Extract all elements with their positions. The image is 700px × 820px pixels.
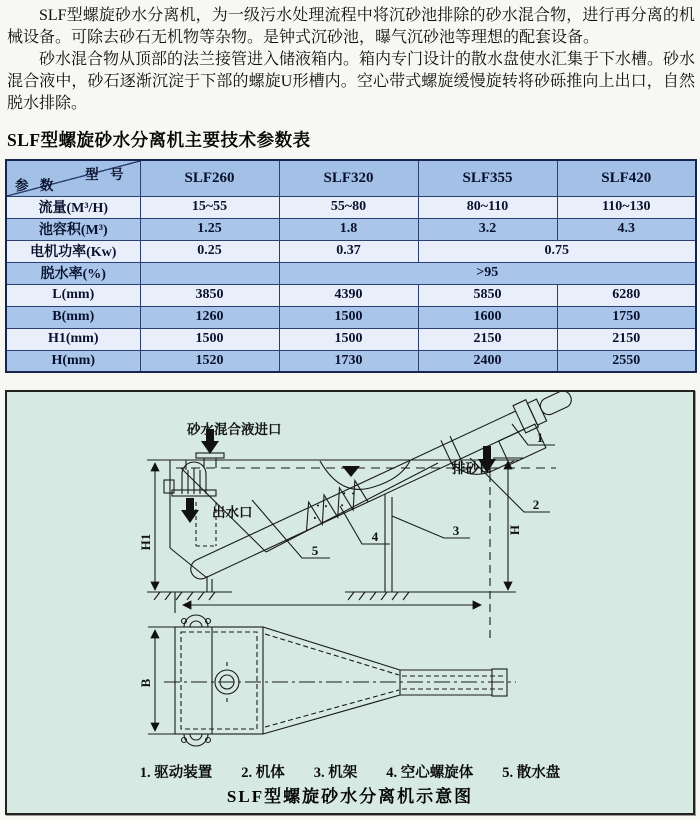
spec-value: 2150 <box>557 328 696 350</box>
dim-h1-label: H1 <box>138 533 153 551</box>
spec-value: 1260 <box>140 306 279 328</box>
part-number-2: 2 <box>532 497 540 512</box>
spec-value: 1.25 <box>140 218 279 240</box>
row-label: 流量(M³/H) <box>6 196 140 218</box>
spec-value: 1.8 <box>279 218 418 240</box>
spec-row <box>6 350 696 372</box>
dim-h-label: H <box>507 524 522 536</box>
spec-value: 1600 <box>418 306 557 328</box>
spec-value: 4.3 <box>557 218 696 240</box>
spec-value: 110~130 <box>557 196 696 218</box>
spec-value: 2550 <box>557 350 696 372</box>
water-level-icon <box>342 466 360 477</box>
spec-value: 3850 <box>140 284 279 306</box>
row-label: L(mm) <box>6 284 140 306</box>
row-label: H(mm) <box>6 350 140 372</box>
corner-cell <box>6 160 140 196</box>
spec-value: >95 <box>279 262 696 284</box>
ground-hatch-left <box>154 592 215 600</box>
screw-flights <box>296 479 369 531</box>
spec-value: 6280 <box>557 284 696 306</box>
col-header-slf355: SLF355 <box>418 160 557 196</box>
row-label: H1(mm) <box>6 328 140 350</box>
table-title: SLF型螺旋砂水分离机主要技术参数表 <box>7 130 311 150</box>
col-header-slf420: SLF420 <box>557 160 696 196</box>
spec-value: 1500 <box>279 328 418 350</box>
figure-caption: SLF型螺旋砂水分离机示意图 <box>226 787 474 806</box>
spec-row <box>6 306 696 328</box>
spec-row <box>6 240 696 262</box>
spec-row <box>6 196 696 218</box>
spec-value: 3.2 <box>418 218 557 240</box>
spec-value: 80~110 <box>418 196 557 218</box>
dim-b-label: B <box>138 678 153 688</box>
row-label: 脱水率(%) <box>6 262 140 284</box>
corner-param-label: 参 数 <box>15 177 58 193</box>
spec-table <box>5 159 697 373</box>
spec-value: 1500 <box>140 328 279 350</box>
spec-value: 4390 <box>279 284 418 306</box>
corner-model-label: 型 号 <box>85 167 128 182</box>
row-label: B(mm) <box>6 306 140 328</box>
spec-table-header-row <box>6 160 696 196</box>
spec-value: 0.25 <box>140 240 279 262</box>
spec-value: 1520 <box>140 350 279 372</box>
spec-value: 0.75 <box>418 240 696 262</box>
sand-outlet-label: 排砂口 <box>452 461 493 476</box>
ground-hatch-right <box>348 592 409 600</box>
part-number-1: 1 <box>536 430 544 445</box>
water-outlet-label: 出水口 <box>212 505 253 520</box>
intro-paragraph-1: SLF型螺旋砂水分离机，为一级污水处理流程中将沉砂池排除的砂水混合物，进行再分离的机械设备。可除去砂石无机物等杂物。是钟式沉砂池，曝气沉砂池等理想的配套设备。 <box>7 7 695 46</box>
spec-value: 0.37 <box>279 240 418 262</box>
spec-row <box>6 328 696 350</box>
part-number-4: 4 <box>371 529 379 544</box>
intro-text <box>7 5 695 115</box>
spec-row <box>6 218 696 240</box>
schematic-drawing <box>7 392 693 772</box>
col-header-slf320: SLF320 <box>279 160 418 196</box>
spec-value: 2400 <box>418 350 557 372</box>
spec-value: 1500 <box>279 306 418 328</box>
spec-value: 55~80 <box>279 196 418 218</box>
spec-value: 2150 <box>418 328 557 350</box>
spec-value: 5850 <box>418 284 557 306</box>
intro-paragraph-2: 砂水混合物从顶部的法兰接管进入储液箱内。箱内专门设计的散水盘使水汇集于下水槽。砂水混合液中，砂石逐渐沉淀于下部的螺旋U形槽内。空心带式螺旋缓慢旋转将砂砾推向上出口，自然脱水排除。 <box>7 51 696 112</box>
spec-row <box>6 284 696 306</box>
col-header-slf260: SLF260 <box>140 160 279 196</box>
row-label: 电机功率(Kw) <box>6 240 140 262</box>
spec-row <box>6 262 696 284</box>
spec-value <box>140 262 279 284</box>
spec-value: 1750 <box>557 306 696 328</box>
part-number-5: 5 <box>311 543 319 558</box>
parts-legend: 1. 驱动装置 2. 机体 3. 机架 4. 空心螺旋体 5. 散水盘 <box>139 765 561 781</box>
inlet-label: 砂水混合液进口 <box>187 422 282 437</box>
spec-value: 1730 <box>279 350 418 372</box>
row-label: 池容积(M³) <box>6 218 140 240</box>
spec-value: 15~55 <box>140 196 279 218</box>
part-number-3: 3 <box>452 523 460 538</box>
schematic-figure <box>5 390 695 815</box>
